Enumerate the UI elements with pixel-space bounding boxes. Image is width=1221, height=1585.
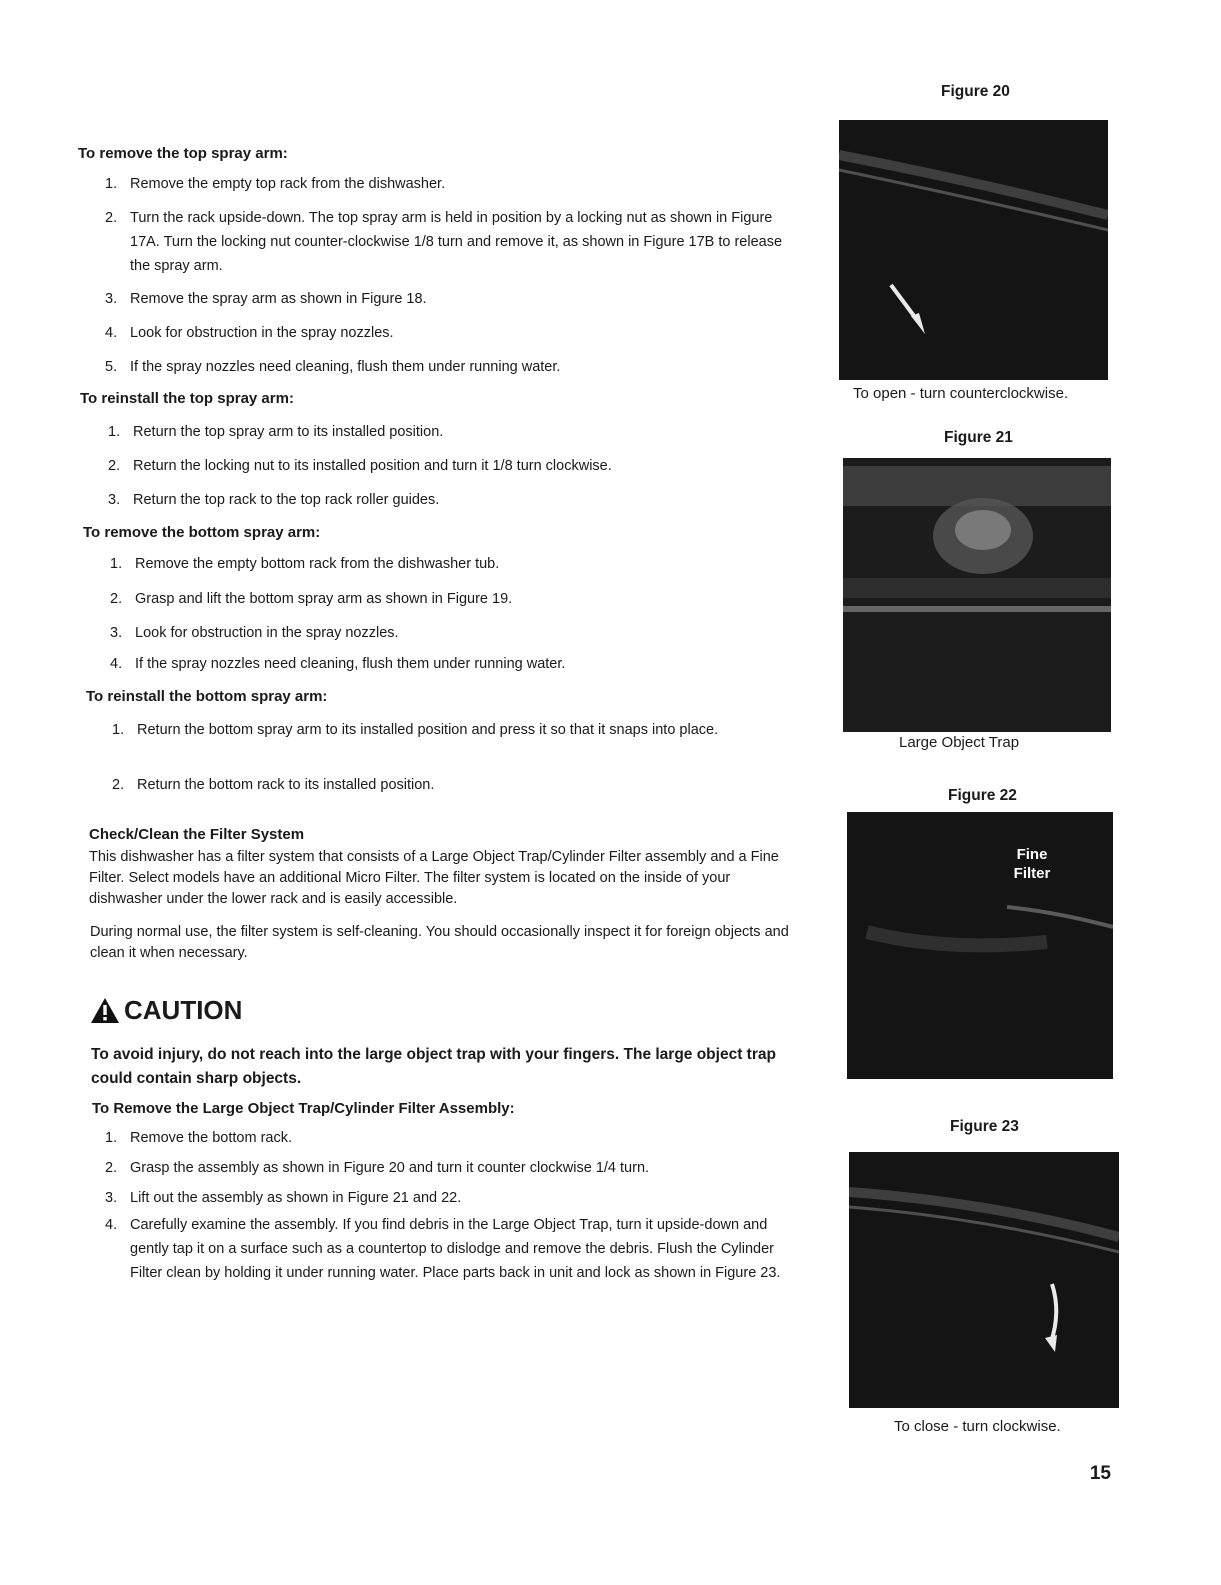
- filter-paragraph: During normal use, the filter system is self-cleaning. You should occasionally inspect it for foreign objects and clean it when necessary.: [90, 924, 789, 961]
- figure-23-photo: [849, 1152, 1119, 1408]
- caution-label: CAUTION: [124, 995, 243, 1025]
- figure-22-photo: [847, 812, 1113, 1079]
- list-item: 3. Look for obstruction in the spray nozzles.: [110, 625, 399, 641]
- figure-20-label: Figure 20: [941, 83, 1010, 100]
- list-item: 4. Carefully examine the assembly. If you find debris in the Large Object Trap, turn it upside-down and gently tap it on a surface such as a countertop to dislodge and remove the debris. Flush the Cylinder Filter clean by holding it under running water. Place parts back in unit and lock as shown in Figure 23.: [105, 1217, 781, 1281]
- figure-23-caption: To close - turn clockwise.: [894, 1418, 1061, 1435]
- list-item: 2. Return the locking nut to its installed position and turn it 1/8 turn clockwise.: [108, 458, 612, 474]
- figure-23-label: Figure 23: [950, 1118, 1019, 1135]
- list-item: 5. If the spray nozzles need cleaning, flush them under running water.: [105, 359, 561, 375]
- remove-trap-heading: To Remove the Large Object Trap/Cylinder Filter Assembly:: [92, 1100, 515, 1117]
- list-item: 4. If the spray nozzles need cleaning, flush them under running water.: [110, 656, 566, 672]
- list-item: 4. Look for obstruction in the spray nozzles.: [105, 325, 394, 341]
- section-heading-remove-top: To remove the top spray arm:: [78, 145, 288, 162]
- warning-icon: [90, 997, 120, 1024]
- list-item: 3. Return the top rack to the top rack roller guides.: [108, 492, 440, 508]
- figure-22-label: Figure 22: [948, 787, 1017, 804]
- filter-paragraph: This dishwasher has a filter system that consists of a Large Object Trap/Cylinder Filter assembly and a Fine Filter. Select models have an additional Micro Filter. The filter system is located on the inside of your dishwasher under the lower rack and is easily accessible.: [89, 849, 779, 907]
- list-item: 1. Remove the empty bottom rack from the dishwasher tub.: [110, 556, 500, 572]
- list-item: 1. Return the top spray arm to its installed position.: [108, 424, 444, 440]
- list-item: 1. Remove the bottom rack.: [105, 1130, 292, 1146]
- caution-title: [90, 995, 242, 1026]
- page-number: 15: [1089, 1463, 1111, 1484]
- fine-filter-label: Fine Filter: [1013, 846, 1051, 882]
- section-heading-remove-bottom: To remove the bottom spray arm:: [83, 524, 321, 541]
- figure-20-caption: To open - turn counterclockwise.: [853, 385, 1069, 402]
- list-item: 2. Return the bottom rack to its installed position.: [112, 777, 435, 793]
- list-item: 2. Grasp the assembly as shown in Figure 20 and turn it counter clockwise 1/4 turn.: [105, 1160, 650, 1176]
- list-item: 2. Grasp and lift the bottom spray arm as shown in Figure 19.: [110, 591, 513, 607]
- caution-text: To avoid injury, do not reach into the large object trap with your fingers. The large object trap could contain sharp objects.: [91, 1046, 776, 1087]
- list-item: 3. Remove the spray arm as shown in Figure 18.: [105, 291, 427, 307]
- figure-20-photo: [839, 120, 1108, 380]
- figure-21-caption: Large Object Trap: [899, 734, 1020, 751]
- filter-heading: Check/Clean the Filter System: [89, 826, 305, 843]
- list-item: 1. Return the bottom spray arm to its installed position and press it so that it snaps into place.: [112, 722, 719, 738]
- section-heading-reinstall-top: To reinstall the top spray arm:: [80, 390, 294, 407]
- figure-21-label: Figure 21: [944, 429, 1013, 446]
- section-heading-reinstall-bottom: To reinstall the bottom spray arm:: [86, 688, 328, 705]
- list-item: 1. Remove the empty top rack from the dishwasher.: [105, 176, 446, 192]
- list-item: 3. Lift out the assembly as shown in Figure 21 and 22.: [105, 1190, 462, 1206]
- figure-21-photo: [843, 458, 1111, 732]
- list-item: 2. Turn the rack upside-down. The top spray arm is held in position by a locking nut as shown in Figure 17A. Turn the locking nut counter-clockwise 1/8 turn and remove it, as shown in Figure 17B to release the spray arm.: [105, 210, 783, 274]
